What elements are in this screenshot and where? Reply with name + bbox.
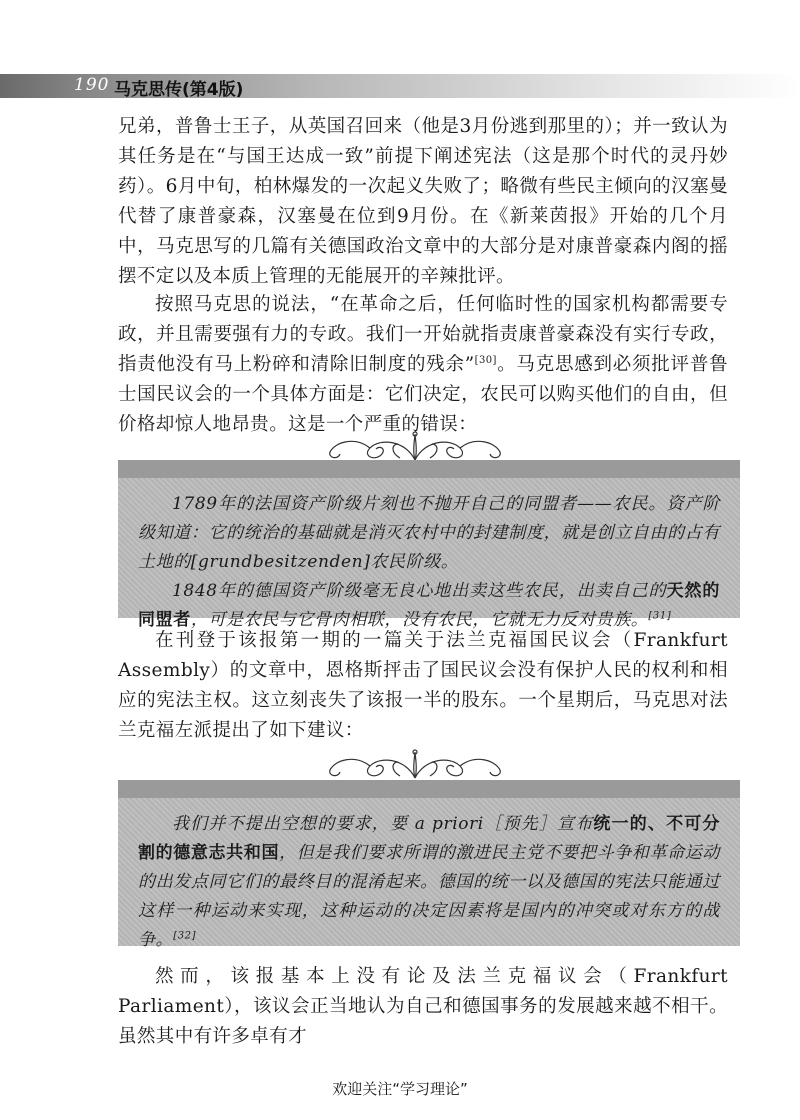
ornament-divider-icon	[320, 748, 510, 782]
book-title: 马克思传(第4版)	[114, 80, 244, 100]
quote-block-2	[118, 780, 740, 950]
body-paragraph-1	[118, 112, 728, 292]
paragraph-text: 兄弟，普鲁士王子，从英国召回来（他是3月份逃到那里的）；并一致认为其任务是在“与国王达成一致”前提下阐述宪法（这是那个时代的灵丹妙药）。6月中旬，柏林爆发的一次起义失败了；略微有些民主倾向的汉塞曼代替了康普豪森，汉塞曼在位到9月份。在《新莱茵报》开始的几个月中，马克思写的几篇有关德国政治文章中的大部分是对康普豪森内阁的摇摆不定以及本质上管理的无能展开的辛辣批评。	[118, 116, 728, 287]
footnote-ref: [30]	[474, 354, 497, 366]
quote-bold-text: 统一的、不可分割的德意志共和国	[138, 814, 720, 863]
body-paragraph-2	[118, 290, 728, 440]
quote-text-part: ，但是我们要求所谓的激进民主党不要把斗争和革命运动的出发点同它们的最终目的混淆起来。德国的统一以及德国的宪法只能通过这样一种运动来实现，这种运动的决定因素将是国内的冲突或对东方的战争。	[138, 843, 720, 950]
quote-text	[138, 810, 720, 955]
paragraph-text-part: 按照马克思的说法，“在革命之后，任何临时性的国家机构都需要专政，并且需要强有力的专政。我们一开始就指责康普豪森没有实行专政，指责他没有马上粉碎和清除旧制度的残余”	[118, 294, 728, 375]
footer-text: 欢迎关注“学习理论”	[332, 1080, 468, 1098]
footnote-ref: [31]	[648, 610, 672, 622]
quote-text-part: 1848年的德国资产阶级毫无良心地出卖这些农民，出卖自己的	[172, 581, 667, 601]
paragraph-text: 在刊登于该报第一期的一篇关于法兰克福国民议会（Frankfurt Assembly）的文章中，恩格斯抨击了国民议会没有保护人民的权利和相应的宪法主权。这立刻丧失了该报一半的股东。一个星期后，马克思对法兰克福左派提出了如下建议：	[118, 630, 728, 741]
quote-text-part: ，可是农民与它骨肉相联，没有农民，它就无力反对贵族。	[190, 610, 649, 630]
quote-block-1	[118, 460, 740, 630]
body-paragraph-3	[118, 626, 728, 746]
paragraph-text-part: 。马克思感到必须批评普鲁士国民议会的一个具体方面是：它们决定，农民可以购买他们的自由，但价格却惊人地昂贵。这是一个严重的错误：	[118, 354, 728, 435]
ornament-divider-icon	[320, 430, 510, 464]
page-number: 190	[74, 75, 110, 95]
paragraph-text: 然而，该报基本上没有论及法兰克福议会（Frankfurt Parliament），该议会正当地认为自己和德国事务的发展越来越不相干。虽然其中有许多卓有才	[118, 966, 728, 1047]
quote-text-part: 我们并不提出空想的要求，要 a priori［预先］宣布	[172, 814, 594, 834]
footnote-ref: [32]	[173, 930, 197, 942]
paragraph-text	[118, 290, 728, 440]
quote-bold-text: 天然的同盟者	[138, 581, 720, 630]
quote-text: 1789年的法国资产阶级片刻也不抛开自己的同盟者——农民。资产阶级知道：它的统治的基础就是消灭农村中的封建制度，就是创立自由的占有土地的[grundbesitzenden]农民阶级。	[138, 494, 720, 572]
body-paragraph-4	[118, 962, 728, 1052]
